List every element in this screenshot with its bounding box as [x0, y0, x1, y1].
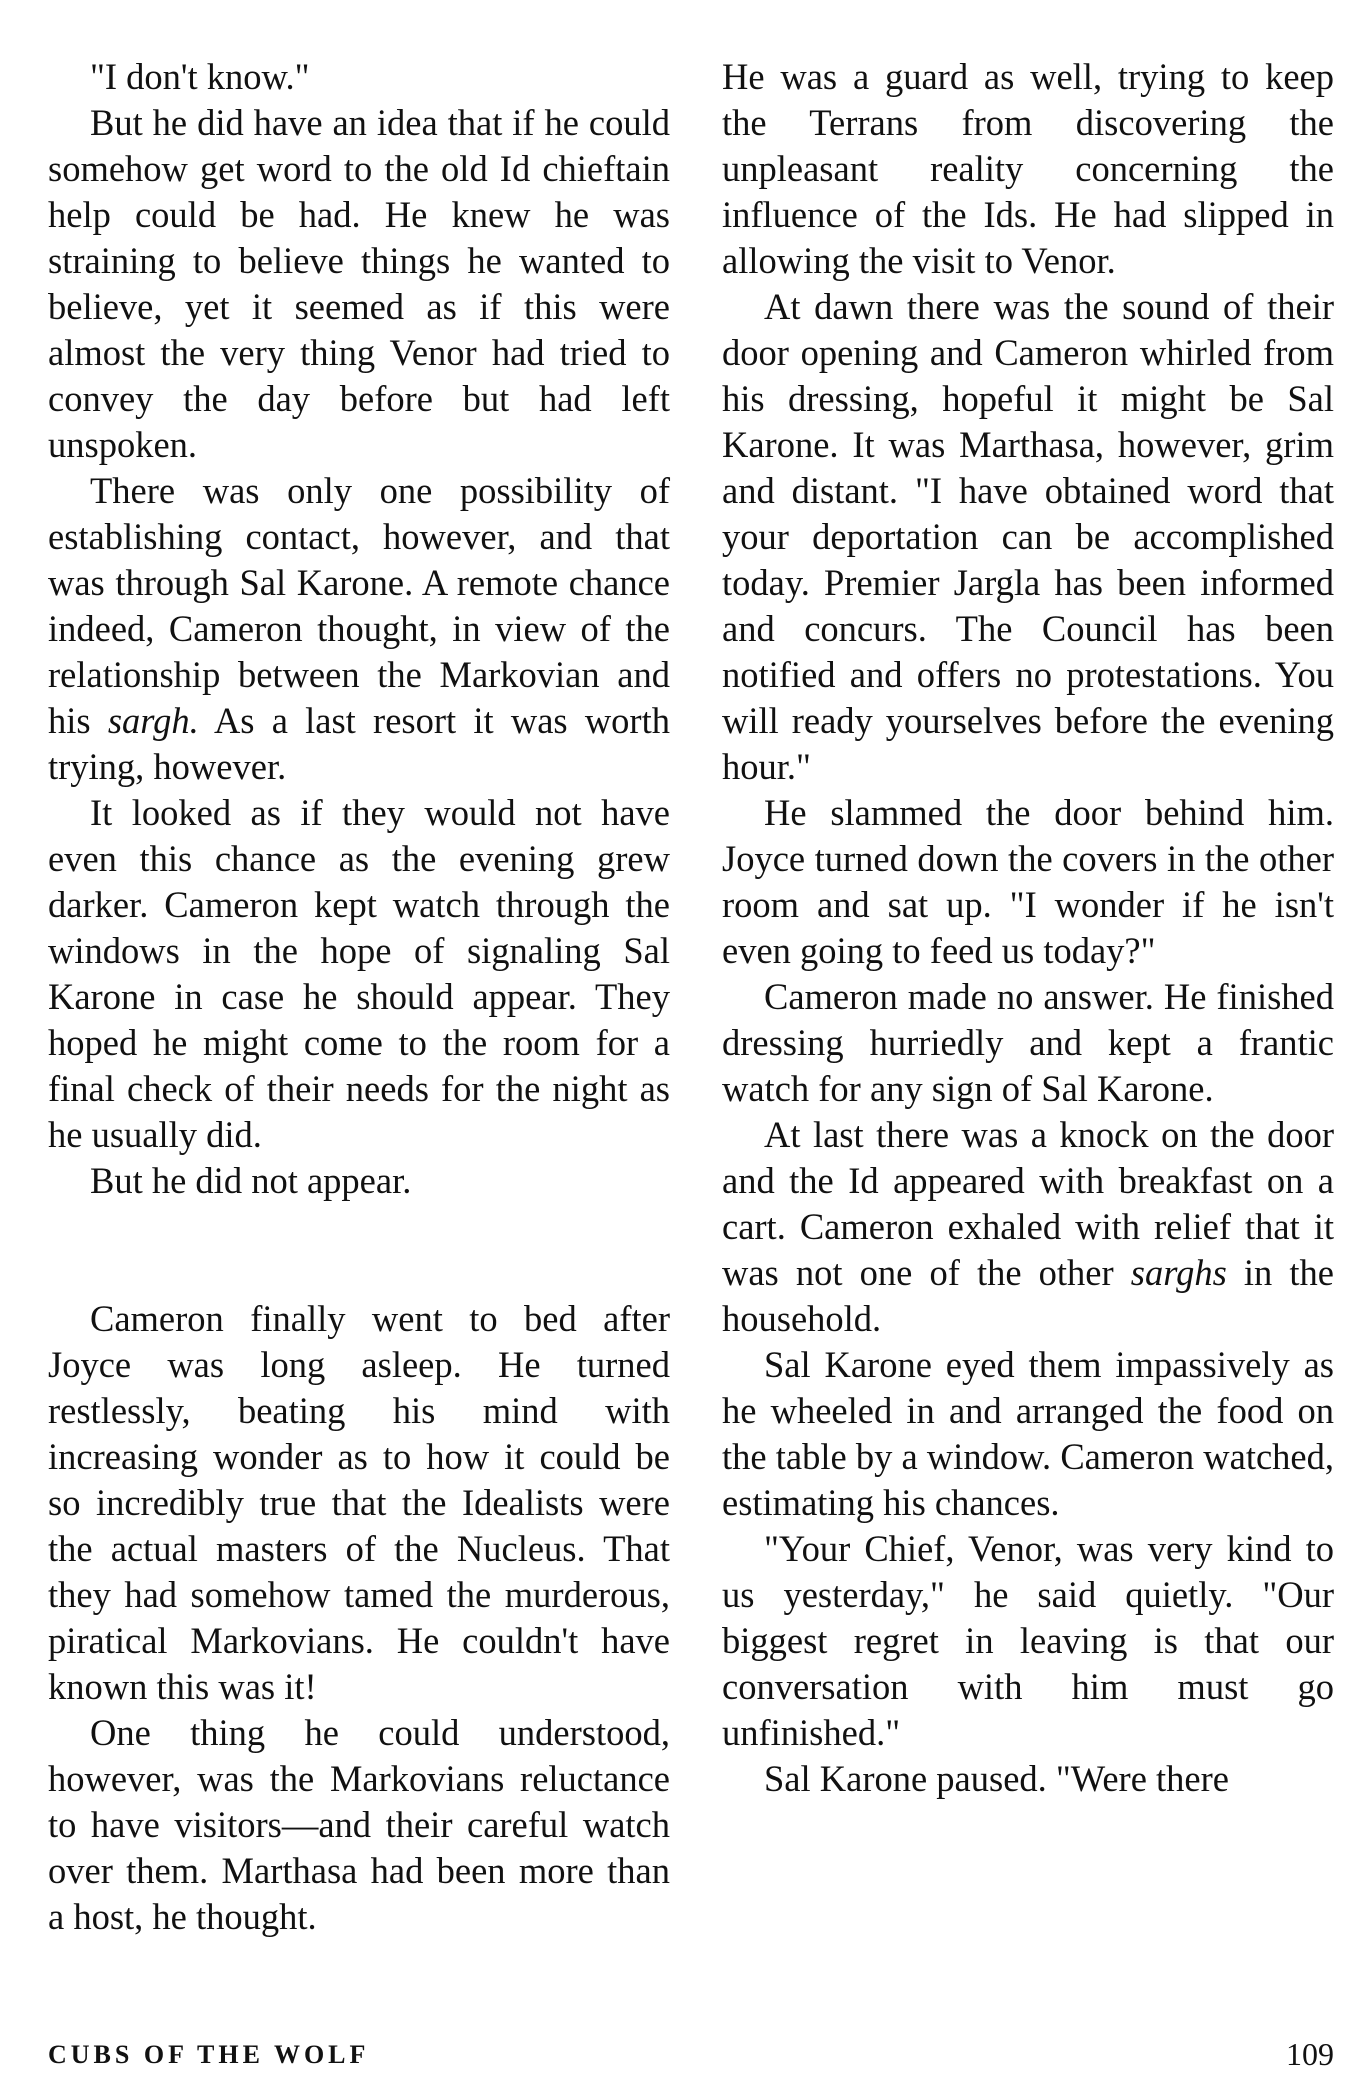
- paragraph: [48, 468, 670, 790]
- paragraph-text: in the household.: [722, 1252, 1334, 1339]
- paragraph: "Your Chief, Venor, was very kind to us yesterday," he said quietly. "Our biggest regret in leaving is that our conversation with him must go unfinished.": [722, 1528, 1334, 1753]
- paragraph: At dawn there was the sound of their door opening and Cameron whirled from his dressing, hopeful it might be Sal Karone. It was Marthasa, however, grim and distant. "I have obtained word that your deportation can be accomplished today. Premier Jargla has been informed and concurs. The Council has been notified and offers no protestations. You will ready yourselves before the evening hour.": [722, 286, 1334, 787]
- italic-term: sargh.: [107, 700, 199, 741]
- paragraph-text: As a last resort it was worth trying, however.: [48, 700, 670, 787]
- paragraph: He was a guard as well, trying to keep the Terrans from discovering the unpleasant reality concerning the influence of the Ids. He had slipped in allowing the visit to Venor.: [722, 56, 1334, 281]
- page-number: 109: [1286, 2036, 1334, 2072]
- paragraph: It looked as if they would not have even this chance as the evening grew darker. Cameron kept watch through the windows in the hope of signaling Sal Karone in case he should appear. They hoped he might come to the room for a final check of their needs for the night as he usually did.: [48, 792, 670, 1155]
- paragraph: Sal Karone eyed them impassively as he wheeled in and arranged the food on the table by a window. Cameron watched, estimating his chances.: [722, 1344, 1334, 1523]
- paragraph: But he did have an idea that if he could somehow get word to the old Id chieftain help could be had. He knew he was straining to believe things he wanted to believe, yet it seemed as if this were almost the very thing Venor had tried to convey the day before but had left unspoken.: [48, 102, 670, 465]
- left-text-column: [48, 54, 670, 1940]
- paragraph: Cameron made no answer. He finished dressing hurriedly and kept a frantic watch for any sign of Sal Karone.: [722, 976, 1334, 1109]
- right-text-column: [722, 54, 1334, 1802]
- paragraph: But he did not appear.: [90, 1160, 412, 1201]
- paragraph-text: At last there was a knock on the door and the Id appeared with breakfast on a cart. Cameron exhaled with relief that it was not one of the other: [722, 1114, 1334, 1293]
- paragraph: "I don't know.": [90, 56, 310, 97]
- paragraph: Sal Karone paused. "Were there: [764, 1758, 1229, 1799]
- paragraph: He slammed the door behind him. Joyce turned down the covers in the other room and sat up. "I wonder if he isn't even going to feed us today?": [722, 792, 1334, 971]
- italic-term: sarghs: [1130, 1252, 1227, 1293]
- running-title: CUBS OF THE WOLF: [48, 2040, 370, 2069]
- paragraph: One thing he could understood, however, was the Markovians reluctance to have visitors—and their careful watch over them. Marthasa had been more than a host, he thought.: [48, 1712, 670, 1937]
- paragraph: Cameron finally went to bed after Joyce was long asleep. He turned restlessly, beating his mind with increasing wonder as to how it could be so incredibly true that the Idealists were the actual masters of the Nucleus. That they had somehow tamed the murderous, piratical Markovians. He couldn't have known this was it!: [48, 1298, 670, 1707]
- paragraph: [722, 1112, 1334, 1342]
- paragraph-text: There was only one possibility of establishing contact, however, and that was through Sal Karone. A remote chance indeed, Cameron thought, in view of the relationship between the Markovian and his: [48, 470, 670, 741]
- page-footer: [48, 2036, 1334, 2080]
